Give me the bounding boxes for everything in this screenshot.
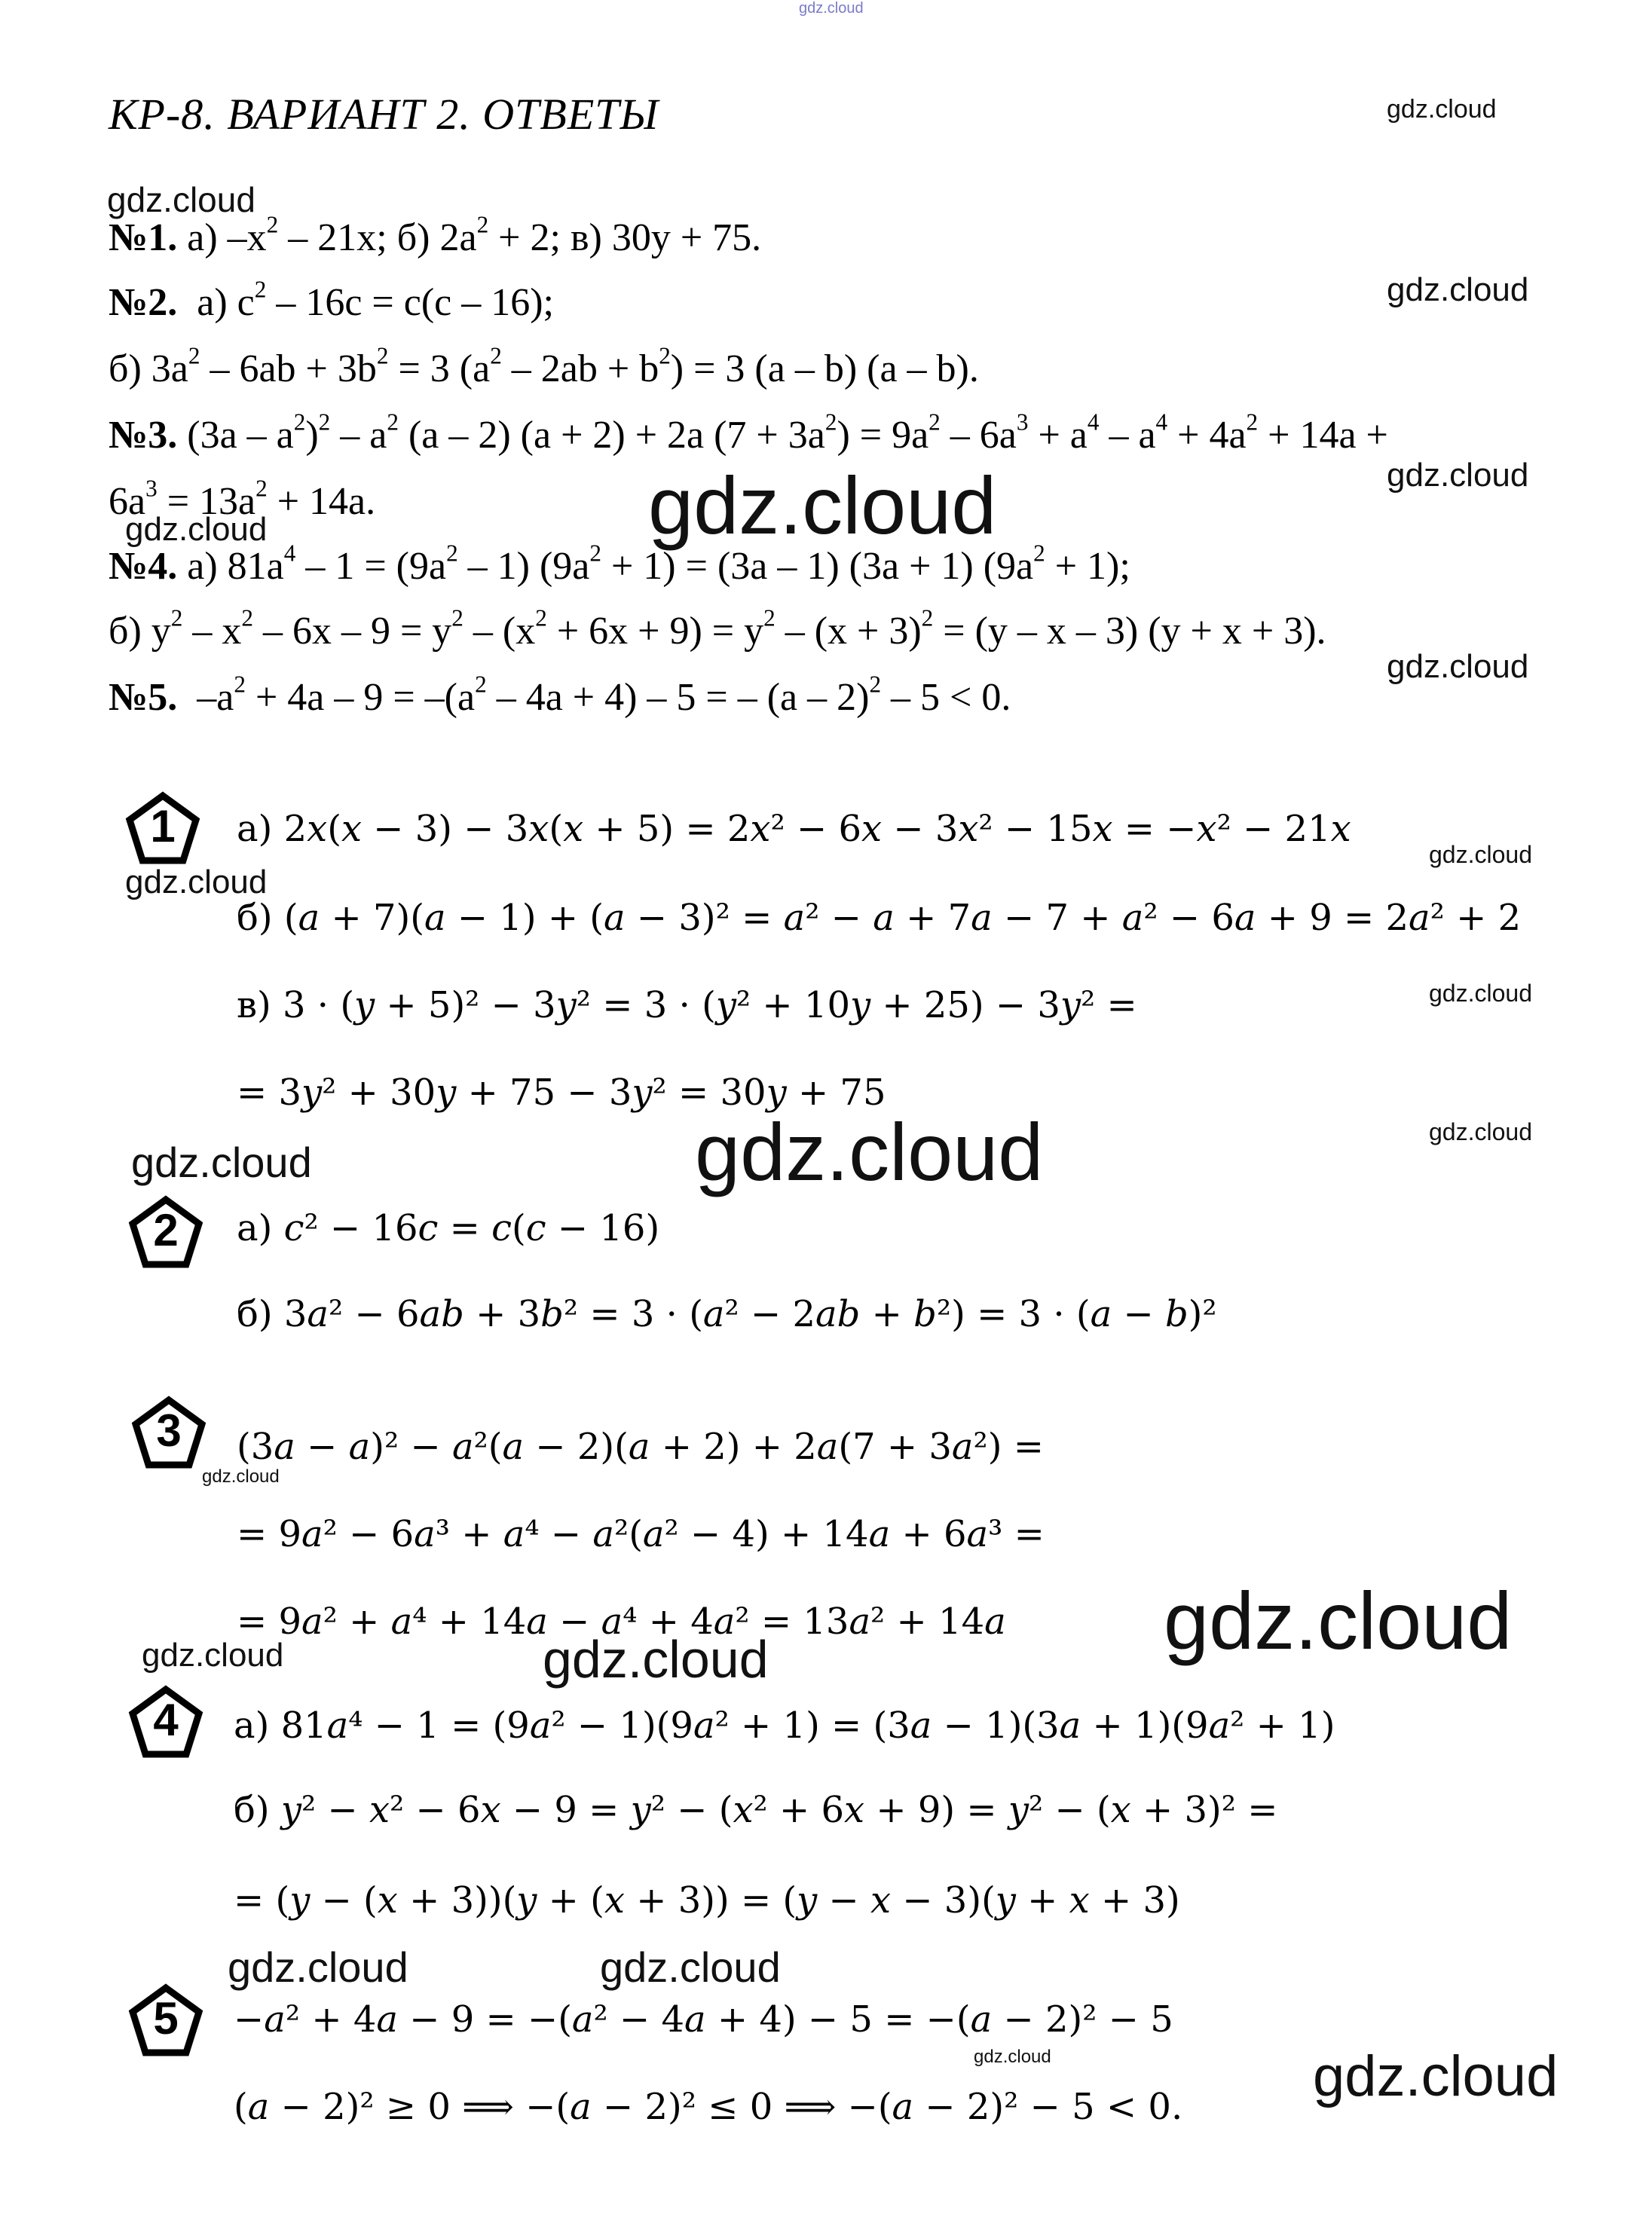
solution-1c: в) 3 · (𝑦 + 5)² − 3𝑦² = 3 · (𝑦² + 10𝑦 + 25) − 3𝑦² = xyxy=(237,984,1137,1026)
watermark: gdz.cloud xyxy=(202,1466,280,1487)
answer-5: №5. $-a^2 + 4a - 9 = -(a^2 - 4a + 4) - 5$ = – (a – 2)$^2$ – 5 < 0. xyxy=(109,671,1011,719)
watermark: gdz.cloud xyxy=(543,1630,769,1689)
watermark: gdz.cloud xyxy=(1429,980,1532,1007)
watermark: gdz.cloud xyxy=(228,1943,408,1991)
watermark: gdz.cloud xyxy=(131,1139,312,1186)
solution-1d: = 3𝑦² + 30𝑦 + 75 − 3𝑦² = 30𝑦 + 75 xyxy=(237,1072,886,1114)
watermark: gdz.cloud xyxy=(1387,648,1529,685)
answer-3b: $6a^3 = 13a^2 + 14a$. xyxy=(109,475,376,523)
task-badge-2: 2 xyxy=(127,1194,205,1272)
answer-3a: №3. $(3a - a^2)^2 - a^2$ (a – 2) (a + 2) + 2a $(7 + 3a^2) = 9a^2 - 6a^3 + a^4 - a^4 + 4a^2 + 14a$ + xyxy=(109,408,1388,457)
answer-number: №5. xyxy=(109,676,178,719)
watermark: gdz.cloud xyxy=(600,1943,781,1991)
solution-1a: а) 2𝑥(𝑥 − 3) − 3𝑥(𝑥 + 5) = 2𝑥² − 6𝑥 − 3𝑥² − 15𝑥 = −𝑥² − 21𝑥 xyxy=(237,808,1351,850)
watermark: gdz.cloud xyxy=(125,511,268,548)
solution-3a: (3𝑎 − 𝑎)² − 𝑎²(𝑎 − 2)(𝑎 + 2) + 2𝑎(7 + 3𝑎²) = xyxy=(237,1426,1044,1468)
solution-1b: б) (𝑎 + 7)(𝑎 − 1) + (𝑎 − 3)² = 𝑎² − 𝑎 + 7𝑎 − 7 + 𝑎² − 6𝑎 + 9 = 2𝑎² + 2 xyxy=(237,897,1522,939)
answer-2b: б) $3a^2 - 6ab + 3b^2 = 3$ $(a^2 - 2ab + b^2) = 3$ (a – b) (a – b). xyxy=(109,342,979,390)
watermark: gdz.cloud xyxy=(125,864,268,900)
solution-2b: б) 3𝑎² − 6𝑎𝑏 + 3𝑏² = 3 · (𝑎² − 2𝑎𝑏 + 𝑏²) = 3 · (𝑎 − 𝑏)² xyxy=(237,1293,1217,1335)
solution-4a: а) 81𝑎⁴ − 1 = (9𝑎² − 1)(9𝑎² + 1) = (3𝑎 − 1)(3𝑎 + 1)(9𝑎² + 1) xyxy=(234,1705,1335,1747)
page-title: КР-8. ВАРИАНТ 2. ОТВЕТЫ xyxy=(109,90,659,139)
answer-number: №2. xyxy=(109,281,178,324)
solution-5a: −𝑎² + 4𝑎 − 9 = −(𝑎² − 4𝑎 + 4) − 5 = −(𝑎 − 2)² − 5 xyxy=(234,1998,1173,2041)
watermark: gdz.cloud xyxy=(799,0,864,17)
watermark: gdz.cloud xyxy=(107,180,255,219)
answer-number: №1. xyxy=(109,216,178,259)
answer-2a: №2. а) $c^2 - 16c = c(c - 16)$; xyxy=(109,276,554,324)
watermark: gdz.cloud xyxy=(1387,95,1497,124)
task-badge-4: 4 xyxy=(127,1683,205,1762)
task-badge-1: 1 xyxy=(124,790,202,868)
solution-4b: б) 𝑦² − 𝑥² − 6𝑥 − 9 = 𝑦² − (𝑥² + 6𝑥 + 9) = 𝑦² − (𝑥 + 3)² = xyxy=(234,1789,1278,1831)
watermark: gdz.cloud xyxy=(695,1106,1044,1197)
watermark: gdz.cloud xyxy=(1313,2044,1559,2108)
watermark: gdz.cloud xyxy=(142,1637,284,1674)
answer-4b: б) $y^2 - x^2 - 6x - 9 = y^2 - (x^2 + 6x + 9) = y^2 - (x + 3)^2 = (y - x - 3) (y + x + 3)$. xyxy=(109,604,1326,653)
watermark: gdz.cloud xyxy=(1429,841,1532,868)
watermark: gdz.cloud xyxy=(1387,457,1529,494)
watermark: gdz.cloud xyxy=(648,460,997,551)
solution-5b: (𝑎 − 2)² ≥ 0 ⟹ −(𝑎 − 2)² ≤ 0 ⟹ −(𝑎 − 2)² − 5 < 0. xyxy=(234,2086,1183,2128)
watermark: gdz.cloud xyxy=(974,2047,1051,2067)
task-badge-3: 3 xyxy=(130,1394,208,1472)
watermark: gdz.cloud xyxy=(1164,1575,1513,1666)
solution-3b: = 9𝑎² − 6𝑎³ + 𝑎⁴ − 𝑎²(𝑎² − 4) + 14𝑎 + 6𝑎³ = xyxy=(237,1513,1045,1555)
answer-number: №3. xyxy=(109,414,178,457)
solution-4c: = (𝑦 − (𝑥 + 3))(𝑦 + (𝑥 + 3)) = (𝑦 − 𝑥 − 3)(𝑦 + 𝑥 + 3) xyxy=(234,1879,1180,1922)
solution-2a: а) 𝑐² − 16𝑐 = 𝑐(𝑐 − 16) xyxy=(237,1207,660,1249)
answer-1: №1. а) $-x^2 - 21x$; б) $2a^2 + 2$; в) 30y + 75. xyxy=(109,211,762,259)
answer-4a: №4. а) $81a^4 - 1 = (9a^2 - 1) (9a^2 + 1) = (3a - 1) (3a + 1) (9a^2 + 1)$; xyxy=(109,540,1130,588)
watermark: gdz.cloud xyxy=(1429,1118,1532,1145)
answer-number: №4. xyxy=(109,545,178,588)
watermark: gdz.cloud xyxy=(1387,271,1529,308)
solution-3c: = 9𝑎² + 𝑎⁴ + 14𝑎 − 𝑎⁴ + 4𝑎² = 13𝑎² + 14𝑎 xyxy=(237,1601,1006,1643)
task-badge-5: 5 xyxy=(127,1982,205,2060)
